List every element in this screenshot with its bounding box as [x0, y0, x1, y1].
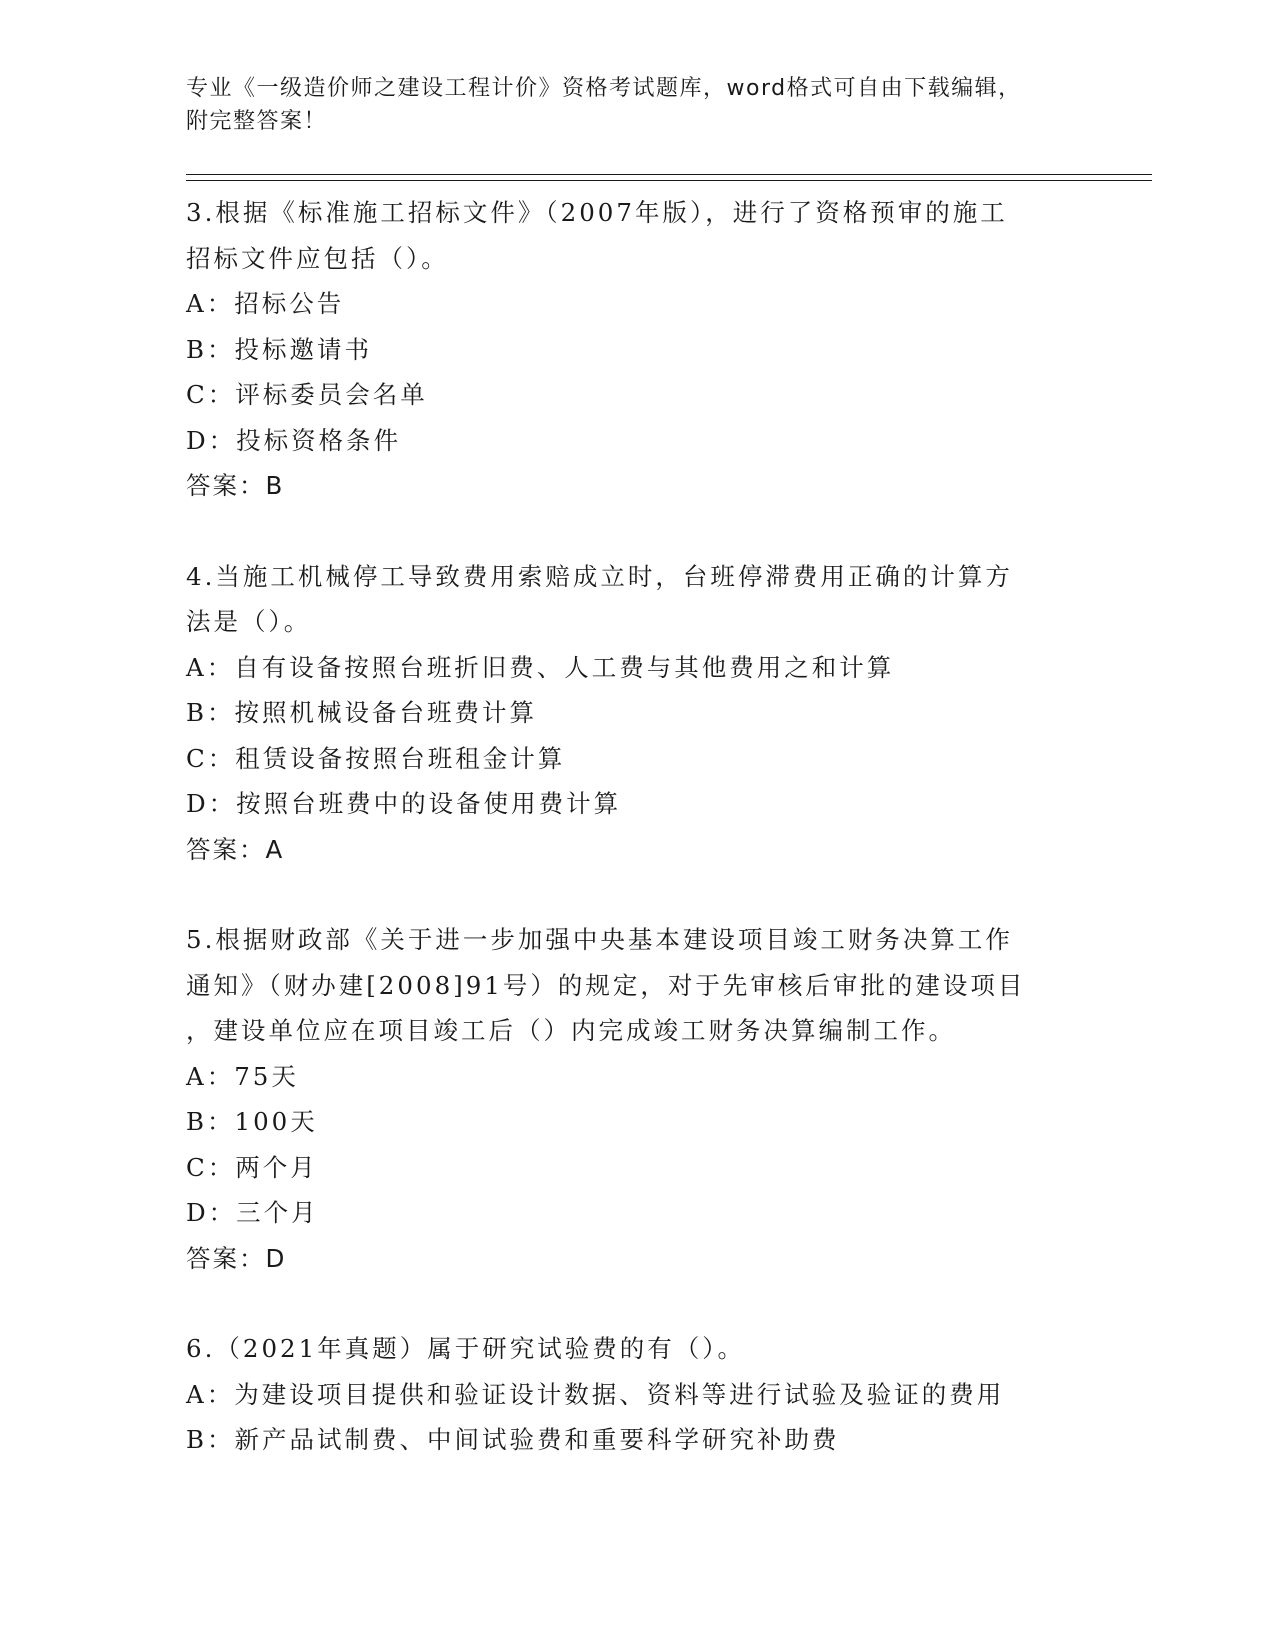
- question-line: ，建设单位应在项目竣工后（）内完成竣工财务决算编制工作。: [186, 1016, 956, 1045]
- question-line: 3.根据《标准施工招标文件》（2007年版），进行了资格预审的施工: [186, 198, 1008, 227]
- answer-line: 答案：D: [186, 1243, 287, 1273]
- option-d: D：投标资格条件: [186, 425, 402, 455]
- question-list: [186, 190, 1066, 1508]
- option-b: B：投标邀请书: [186, 334, 373, 364]
- answer-line: 答案：B: [186, 471, 285, 500]
- option-c: C：租赁设备按照台班租金计算: [186, 743, 566, 773]
- question-line: 法是（）。: [186, 607, 312, 636]
- question-line: 4.当施工机械停工导致费用索赔成立时，台班停滞费用正确的计算方: [186, 561, 1013, 591]
- question-line: 6.（2021年真题）属于研究试验费的有（）。: [186, 1334, 745, 1363]
- question-line: 通知》（财办建[2008]91号）的规定，对于先审核后审批的建设项目: [186, 970, 1026, 1000]
- option-a: A：75天: [186, 1061, 299, 1091]
- header-line-1: 专业《一级造价师之建设工程计价》资格考试题库，word格式可自由下载编辑，: [186, 76, 1022, 101]
- question-4: [186, 554, 1066, 873]
- answer-line: 答案：A: [186, 834, 285, 864]
- question-6: [186, 1326, 1066, 1463]
- option-a: A：招标公告: [186, 289, 345, 318]
- option-b: B：按照机械设备台班费计算: [186, 698, 538, 727]
- option-c: C：评标委员会名单: [186, 380, 428, 409]
- option-a: A：自有设备按照台班折旧费、人工费与其他费用之和计算: [186, 652, 895, 682]
- question-3: [186, 190, 1066, 509]
- option-d: D：三个月: [186, 1198, 319, 1227]
- header-divider-top: [186, 174, 1152, 175]
- header-line-2: 附完整答案！: [186, 109, 328, 134]
- header-divider-bottom: [186, 180, 1152, 181]
- option-d: D：按照台班费中的设备使用费计算: [186, 789, 622, 818]
- option-b: B：新产品试制费、中间试验费和重要科学研究补助费: [186, 1425, 840, 1454]
- question-line: 招标文件应包括（）。: [186, 243, 449, 273]
- option-b: B：100天: [186, 1107, 318, 1136]
- question-line: 5.根据财政部《关于进一步加强中央基本建设项目竣工财务决算工作: [186, 925, 1013, 954]
- option-c: C：两个月: [186, 1152, 318, 1182]
- question-5: [186, 917, 1066, 1281]
- option-a: A：为建设项目提供和验证设计数据、资料等进行试验及验证的费用: [186, 1379, 1005, 1409]
- document-header: [186, 72, 1066, 138]
